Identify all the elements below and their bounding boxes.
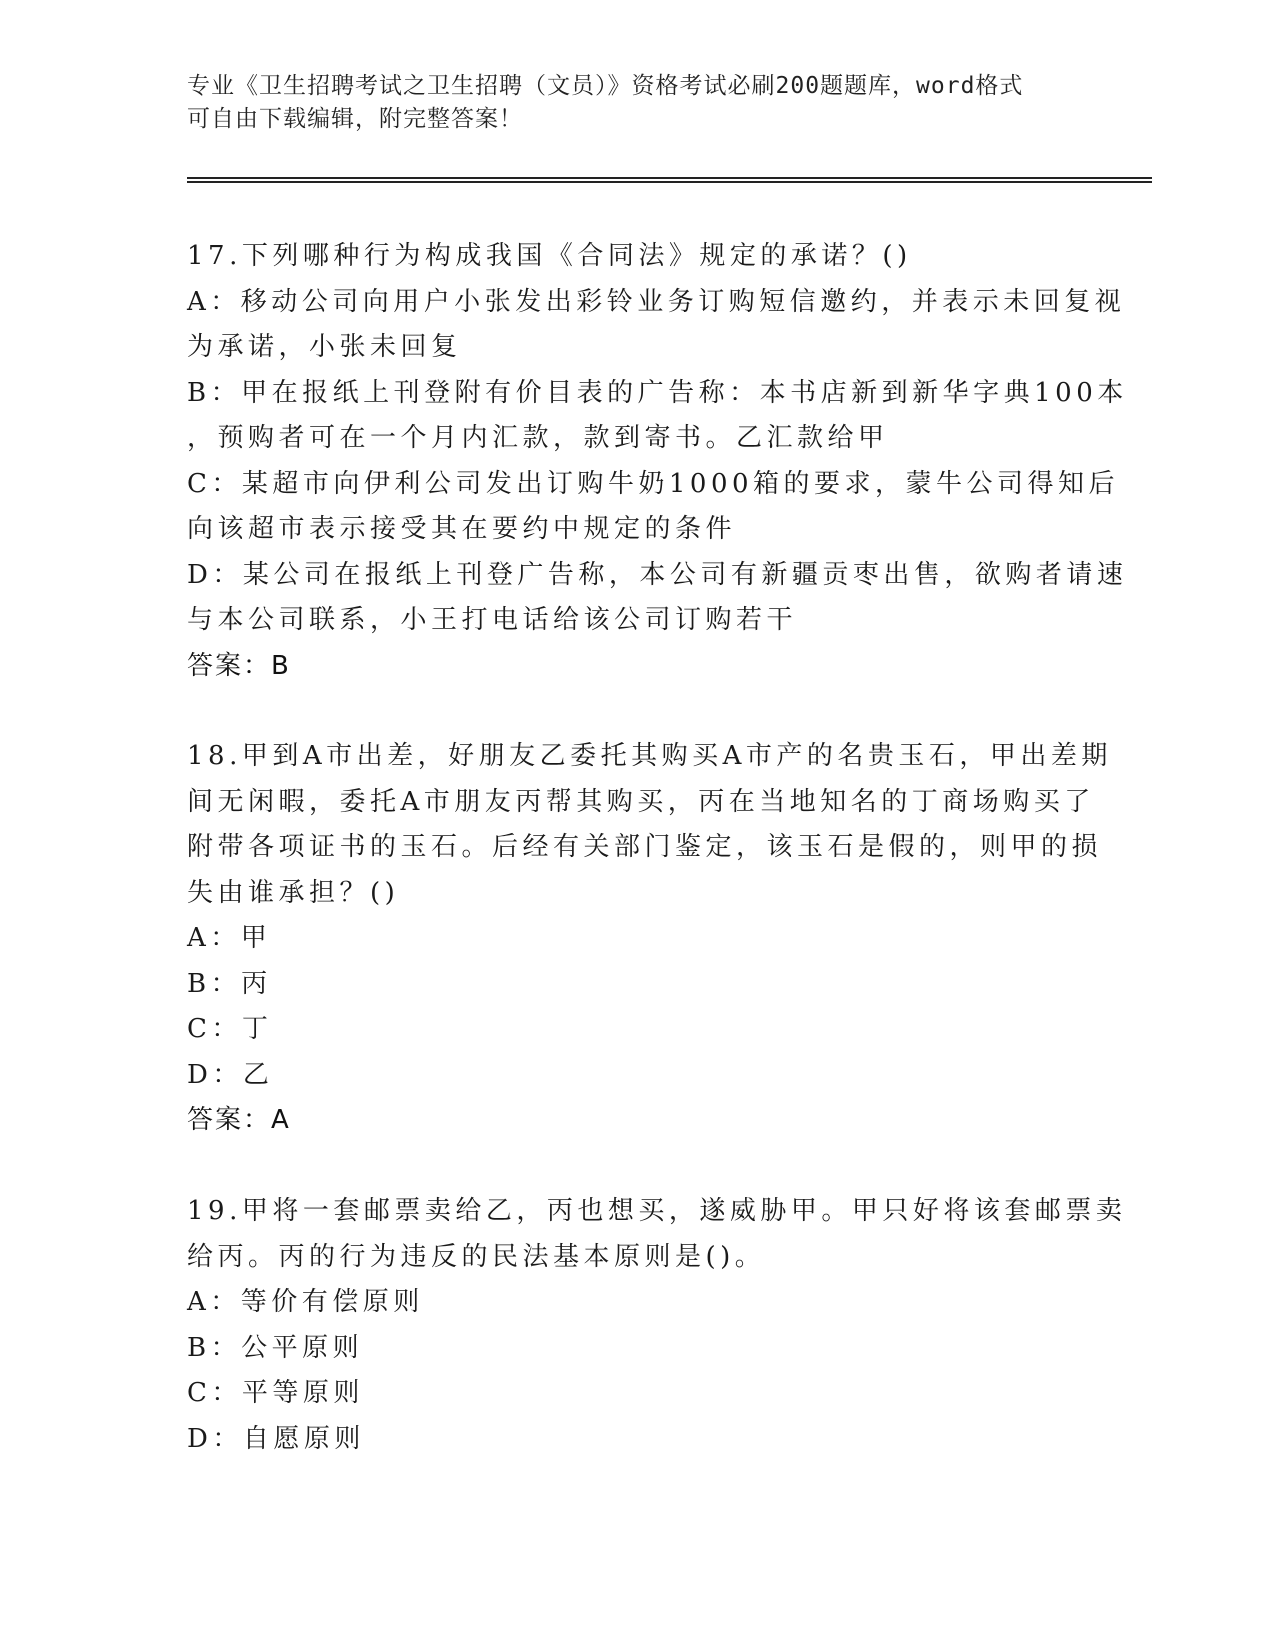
option-c-continued: 向该超市表示接受其在要约中规定的条件	[187, 514, 737, 544]
option-d-continued: 与本公司联系，小王打电话给该公司订购若干	[187, 605, 798, 635]
option-d: D：某公司在报纸上刊登广告称，本公司有新疆贡枣出售，欲购者请速	[187, 559, 1128, 590]
option-a-continued: 为承诺，小张未回复	[187, 332, 462, 362]
option-b: B：丙	[187, 968, 272, 999]
question-19	[187, 1189, 1127, 1462]
header-line-2: 可自由下载编辑，附完整答案！	[187, 106, 523, 132]
answer-label: 答案：A	[187, 1105, 291, 1135]
question-stem-continued: 附带各项证书的玉石。后经有关部门鉴定，该玉石是假的，则甲的损	[187, 832, 1103, 862]
option-c: C：某超市向伊利公司发出订购牛奶1000箱的要求，蒙牛公司得知后	[187, 468, 1120, 499]
answer-label: 答案：B	[187, 650, 291, 681]
option-c: C：丁	[187, 1014, 273, 1044]
option-b: B：甲在报纸上刊登附有价目表的广告称：本书店新到新华字典100本	[187, 377, 1128, 408]
question-stem-continued: 失由谁承担？()	[187, 877, 400, 908]
option-a: A：甲	[187, 923, 272, 953]
question-stem: 18.甲到A市出差，好朋友乙委托其购买A市产的名贵玉石，甲出差期	[187, 741, 1112, 771]
option-a: A：等价有偿原则	[187, 1287, 424, 1317]
option-b-continued: ，预购者可在一个月内汇款，款到寄书。乙汇款给甲	[187, 423, 889, 453]
question-17	[187, 234, 1128, 689]
option-b: B：公平原则	[187, 1332, 364, 1363]
question-stem-continued: 给丙。丙的行为违反的民法基本原则是()。	[187, 1241, 766, 1272]
question-stem: 17.下列哪种行为构成我国《合同法》规定的承诺？()	[187, 241, 912, 271]
option-c: C：平等原则	[187, 1378, 364, 1408]
option-d: D：自愿原则	[187, 1423, 365, 1454]
header-line-1: 专业《卫生招聘考试之卫生招聘（文员）》资格考试必刷200题题库，word格式	[187, 73, 1024, 99]
header-double-rule	[187, 177, 1152, 183]
document-header	[187, 70, 1087, 136]
option-a: A：移动公司向用户小张发出彩铃业务订购短信邀约，并表示未回复视	[187, 286, 1126, 317]
question-18	[187, 734, 1112, 1144]
question-stem-continued: 间无闲暇，委托A市朋友丙帮其购买，丙在当地知名的丁商场购买了	[187, 786, 1095, 817]
option-d: D：乙	[187, 1059, 274, 1090]
question-stem: 19.甲将一套邮票卖给乙，丙也想买，遂威胁甲。甲只好将该套邮票卖	[187, 1196, 1127, 1226]
